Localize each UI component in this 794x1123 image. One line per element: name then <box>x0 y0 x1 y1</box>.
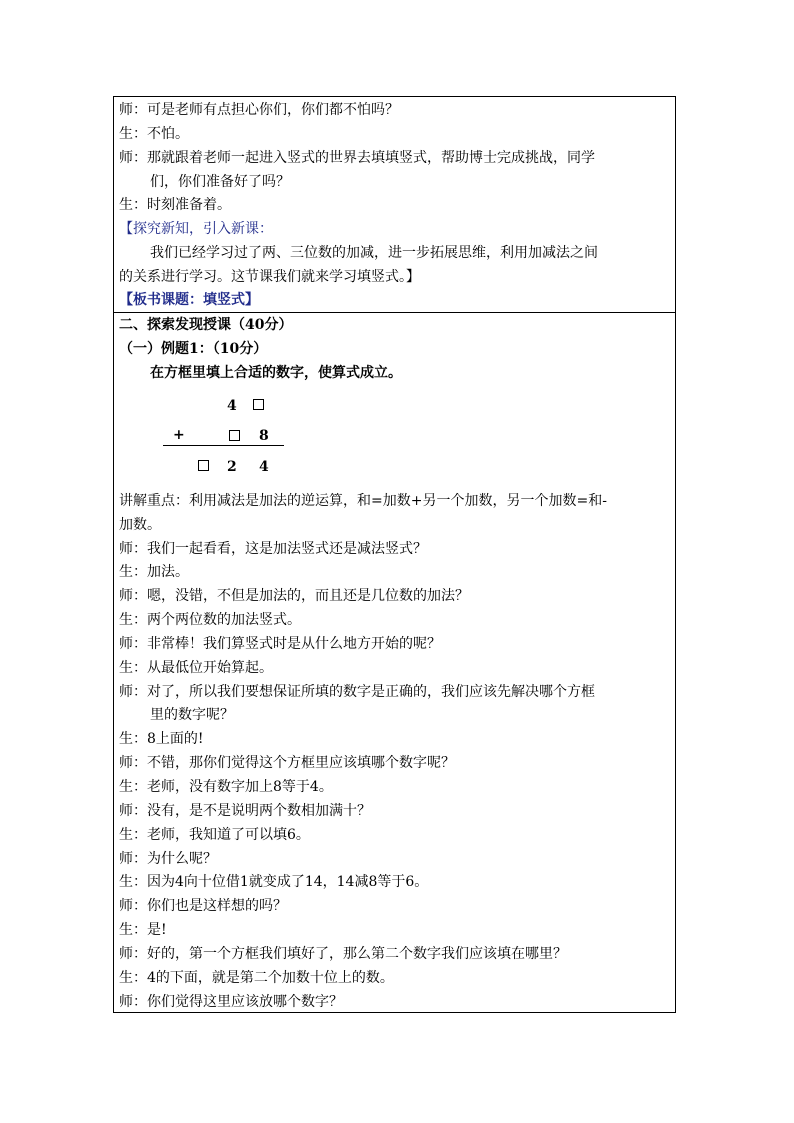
bracket-note: 【探究新知，引入新课： <box>119 221 273 237</box>
dialogue-line: 师：好的，第一个方框我们填好了，那么第二个数字我们应该填在哪里？ <box>119 946 567 962</box>
blank-box <box>198 460 209 471</box>
dialogue-line: 生：8上面的! <box>119 731 204 747</box>
dialogue-line: 师：你们觉得这里应该放哪个数字？ <box>119 994 343 1010</box>
dialogue-line: 师：没有，是不是说明两个数相加满十？ <box>119 803 371 819</box>
section-subtitle: （一）例题1：（10分） <box>119 341 268 357</box>
dialogue-line: 生：老师，我知道了可以填6。 <box>119 827 310 843</box>
row2-digit: 8 <box>259 428 269 444</box>
dialogue-line: 师：那就跟着老师一起进入竖式的世界去填填竖式，帮助博士完成挑战，同学 <box>119 150 595 166</box>
explanation-line: 讲解重点：利用减法是加法的逆运算，和=加数+另一个加数，另一个加数=和- <box>119 493 607 509</box>
dialogue-line: 师：为什么呢？ <box>119 851 217 867</box>
dialogue-line: 师：你们也是这样想的吗？ <box>119 898 287 914</box>
dialogue-line: 生：老师，没有数字加上8等于4。 <box>119 779 333 795</box>
dialogue-line: 师：我们一起看看，这是加法竖式还是减法竖式？ <box>119 541 427 557</box>
dialogue-line: 师：嗯，没错，不但是加法的，而且还是几位数的加法？ <box>119 588 469 604</box>
sum-rule <box>163 445 284 446</box>
dialogue-line: 生：是! <box>119 922 167 938</box>
dialogue-line: 师：可是老师有点担心你们，你们都不怕吗？ <box>119 102 399 118</box>
explanation-line: 加数。 <box>119 517 161 533</box>
dialogue-line: 生：不怕。 <box>119 126 189 142</box>
dialogue-line: 师：非常棒！我们算竖式时是从什么地方开始的呢？ <box>119 636 441 652</box>
dialogue-line: 生：从最低位开始算起。 <box>119 660 273 676</box>
dialogue-line: 生：因为4向十位借1就变成了14，14减8等于6。 <box>119 874 429 890</box>
dialogue-line: 师：不错，那你们觉得这个方框里应该填哪个数字呢？ <box>119 755 455 771</box>
paragraph-line: 的关系进行学习。这节课我们就来学习填竖式。】 <box>119 269 420 285</box>
dialogue-line: 们，你们准备好了吗？ <box>150 174 290 190</box>
blank-box <box>229 430 240 441</box>
row1-digit: 4 <box>227 398 237 414</box>
section-title: 二、探索发现授课（40分） <box>119 317 293 333</box>
dialogue-line: 师：对了，所以我们要想保证所填的数字是正确的，我们应该先解决哪个方框 <box>119 684 595 700</box>
row3-digit-ones: 4 <box>259 459 269 475</box>
dialogue-line: 生：时刻准备着。 <box>119 197 231 213</box>
paragraph-line: 我们已经学习过了两、三位数的加减，进一步拓展思维，利用加减法之间 <box>150 245 598 261</box>
dialogue-line: 生：两个两位数的加法竖式。 <box>119 612 301 628</box>
instruction-text: 在方框里填上合适的数字，使算式成立。 <box>150 365 402 381</box>
blank-box <box>253 399 264 410</box>
plus-sign: + <box>173 427 185 443</box>
dialogue-line: 生：加法。 <box>119 564 189 580</box>
row3-digit-tens: 2 <box>227 459 237 475</box>
dialogue-line: 里的数字呢？ <box>150 707 234 723</box>
board-title: 【板书课题：填竖式】 <box>119 292 259 308</box>
dialogue-line: 生：4的下面，就是第二个加数十位上的数。 <box>119 970 394 986</box>
